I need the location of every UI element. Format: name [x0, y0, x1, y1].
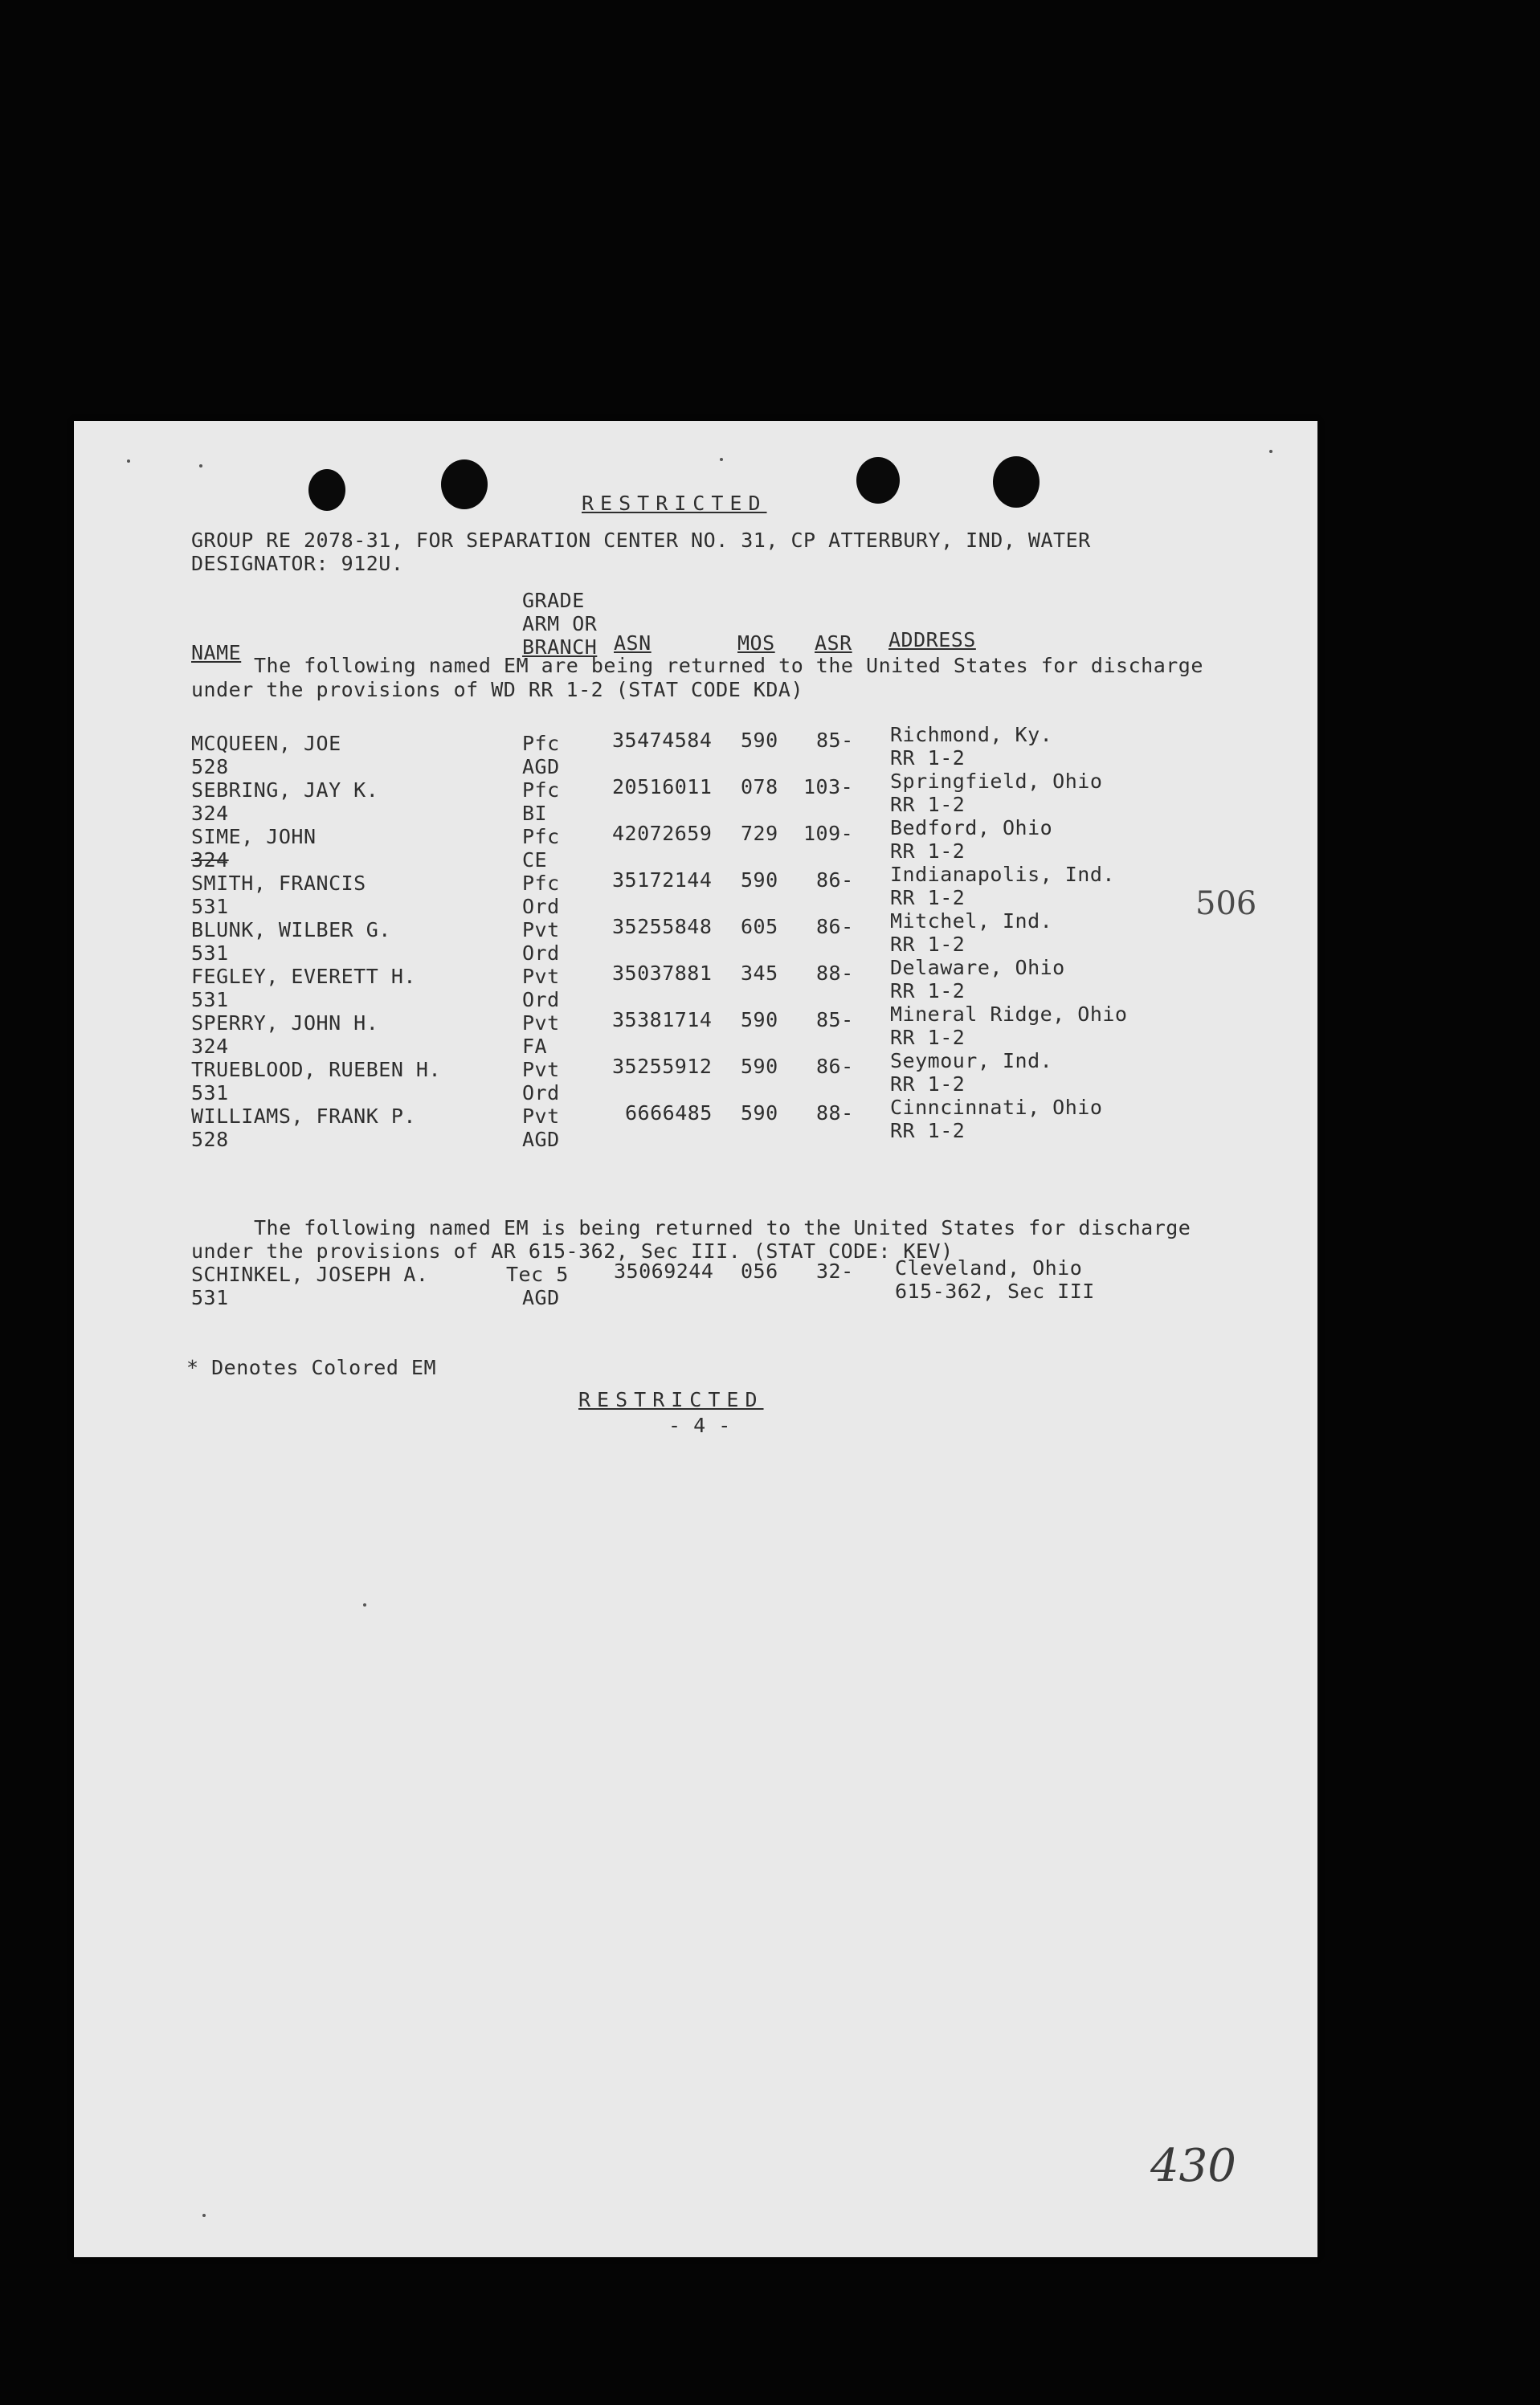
roster-rr: RR 1-2	[890, 793, 966, 816]
roster-address: Cinncinnati, Ohio	[890, 1096, 1103, 1119]
roster-mos: 078	[741, 775, 778, 798]
roster-grade: Pvt	[522, 965, 560, 988]
paper-speck	[720, 458, 723, 461]
roster-rr: RR 1-2	[890, 979, 966, 1002]
page-number: - 4 -	[668, 1414, 731, 1437]
roster-asn: 42072659	[612, 822, 713, 845]
stamp-number: 506	[1195, 885, 1257, 922]
paper-speck	[1269, 450, 1272, 453]
roster-grade: Pvt	[522, 918, 560, 941]
column-grade-line-3: BRANCH	[522, 635, 598, 659]
roster-mos: 590	[741, 1008, 778, 1031]
classification-top: RESTRICTED	[582, 492, 767, 515]
roster-branch: FA	[522, 1035, 548, 1058]
roster-grade: Pfc	[522, 778, 560, 802]
roster-code: 531	[191, 895, 229, 918]
roster-asn: 35172144	[612, 868, 713, 892]
roster-code: 531	[191, 1286, 229, 1309]
intro-1-line-1: The following named EM are being returned to the United States for discharge	[254, 654, 1203, 677]
roster-asn: 35255848	[612, 915, 713, 938]
roster-rr: RR 1-2	[890, 933, 966, 956]
roster-address: Mineral Ridge, Ohio	[890, 1002, 1128, 1026]
roster-branch: AGD	[522, 1286, 560, 1309]
punch-hole	[441, 459, 488, 509]
roster-code: 528	[191, 1128, 229, 1151]
roster-asn: 35474584	[612, 729, 713, 752]
column-asr: ASR	[815, 631, 852, 655]
roster-address: Cleveland, Ohio	[895, 1256, 1083, 1280]
roster-grade: Pvt	[522, 1105, 560, 1128]
roster-code: 324	[191, 1035, 229, 1058]
roster-grade: Pvt	[522, 1058, 560, 1081]
paper-speck	[199, 464, 202, 468]
roster-name: SPERRY, JOHN H.	[191, 1011, 379, 1035]
roster-code: 531	[191, 1081, 229, 1105]
roster-name: WILLIAMS, FRANK P.	[191, 1105, 416, 1128]
roster-address: Richmond, Ky.	[890, 723, 1053, 746]
roster-rr: RR 1-2	[890, 1119, 966, 1142]
roster-mos: 345	[741, 962, 778, 985]
column-grade-line-1: GRADE	[522, 589, 585, 612]
roster-asr: 85-	[816, 1008, 854, 1031]
roster-branch: CE	[522, 848, 548, 872]
classification-bottom: RESTRICTED	[578, 1388, 764, 1411]
roster-branch: Ord	[522, 988, 560, 1011]
roster-mos: 056	[741, 1260, 778, 1283]
roster-branch: AGD	[522, 755, 560, 778]
roster-asn: 20516011	[612, 775, 713, 798]
roster-name: MCQUEEN, JOE	[191, 732, 341, 755]
roster-address: Bedford, Ohio	[890, 816, 1053, 839]
roster-grade: Tec 5	[506, 1263, 569, 1286]
footnote: * Denotes Colored EM	[186, 1356, 437, 1379]
roster-name: SCHINKEL, JOSEPH A.	[191, 1263, 429, 1286]
roster-asr: 85-	[816, 729, 854, 752]
roster-mos: 590	[741, 868, 778, 892]
roster-rr: RR 1-2	[890, 886, 966, 909]
document-page	[74, 421, 1317, 2257]
column-address: ADDRESS	[888, 628, 976, 651]
roster-grade: Pfc	[522, 732, 560, 755]
roster-branch: Ord	[522, 895, 560, 918]
roster-name: SIME, JOHN	[191, 825, 317, 848]
roster-name: SEBRING, JAY K.	[191, 778, 379, 802]
header-line-1: GROUP RE 2078-31, FOR SEPARATION CENTER NO. 31, CP ATTERBURY, IND, WATER	[191, 529, 1091, 552]
roster-asr: 88-	[816, 1101, 854, 1125]
paper-speck	[363, 1603, 366, 1607]
roster-name: SMITH, FRANCIS	[191, 872, 366, 895]
roster-rr: RR 1-2	[890, 746, 966, 770]
roster-name: TRUEBLOOD, RUEBEN H.	[191, 1058, 442, 1081]
roster-asr: 86-	[816, 868, 854, 892]
header-line-2: DESIGNATOR: 912U.	[191, 552, 404, 575]
roster-asr: 103-	[803, 775, 854, 798]
roster-branch: Ord	[522, 1081, 560, 1105]
roster-code: 324	[191, 802, 229, 825]
column-mos: MOS	[737, 631, 775, 655]
roster-code: 324	[191, 848, 229, 872]
roster-code: 531	[191, 941, 229, 965]
column-grade-line-2: ARM OR	[522, 612, 598, 635]
roster-mos: 729	[741, 822, 778, 845]
roster-mos: 590	[741, 1055, 778, 1078]
roster-name: FEGLEY, EVERETT H.	[191, 965, 416, 988]
roster-grade: Pvt	[522, 1011, 560, 1035]
paper-speck	[202, 2214, 206, 2217]
roster-branch: AGD	[522, 1128, 560, 1151]
roster-asn: 35381714	[612, 1008, 713, 1031]
roster-name: BLUNK, WILBER G.	[191, 918, 391, 941]
roster-asr: 88-	[816, 962, 854, 985]
roster-asn: 35037881	[612, 962, 713, 985]
roster-asr: 32-	[816, 1260, 854, 1283]
roster-grade: Pfc	[522, 872, 560, 895]
paper-speck	[127, 459, 130, 463]
column-name: NAME	[191, 641, 242, 664]
roster-address: Seymour, Ind.	[890, 1049, 1053, 1072]
intro-1-line-2: under the provisions of WD RR 1-2 (STAT CODE KDA)	[191, 678, 804, 701]
roster-rr: RR 1-2	[890, 839, 966, 863]
roster-rr: RR 1-2	[890, 1072, 966, 1096]
column-asn: ASN	[614, 631, 652, 655]
handwritten-number: 430	[1150, 2140, 1236, 2192]
roster-asn: 35255912	[612, 1055, 713, 1078]
roster-asr: 109-	[803, 822, 854, 845]
roster-asn: 6666485	[625, 1101, 713, 1125]
roster-mos: 590	[741, 729, 778, 752]
intro-2-line-2: under the provisions of AR 615-362, Sec III. (STAT CODE: KEV)	[191, 1239, 954, 1263]
punch-hole	[856, 457, 900, 504]
roster-grade: Pfc	[522, 825, 560, 848]
punch-hole	[308, 469, 345, 511]
roster-asr: 86-	[816, 915, 854, 938]
roster-branch: BI	[522, 802, 548, 825]
punch-hole	[993, 456, 1040, 508]
roster-address: Mitchel, Ind.	[890, 909, 1053, 933]
roster-address: Delaware, Ohio	[890, 956, 1065, 979]
roster-asr: 86-	[816, 1055, 854, 1078]
roster-rr: RR 1-2	[890, 1026, 966, 1049]
roster-asn: 35069244	[614, 1260, 714, 1283]
roster-mos: 605	[741, 915, 778, 938]
roster-address: Springfield, Ohio	[890, 770, 1103, 793]
roster-code: 528	[191, 755, 229, 778]
roster-provision: 615-362, Sec III	[895, 1280, 1095, 1303]
roster-mos: 590	[741, 1101, 778, 1125]
intro-2-line-1: The following named EM is being returned to the United States for discharge	[254, 1216, 1191, 1239]
roster-branch: Ord	[522, 941, 560, 965]
roster-address: Indianapolis, Ind.	[890, 863, 1115, 886]
roster-code: 531	[191, 988, 229, 1011]
